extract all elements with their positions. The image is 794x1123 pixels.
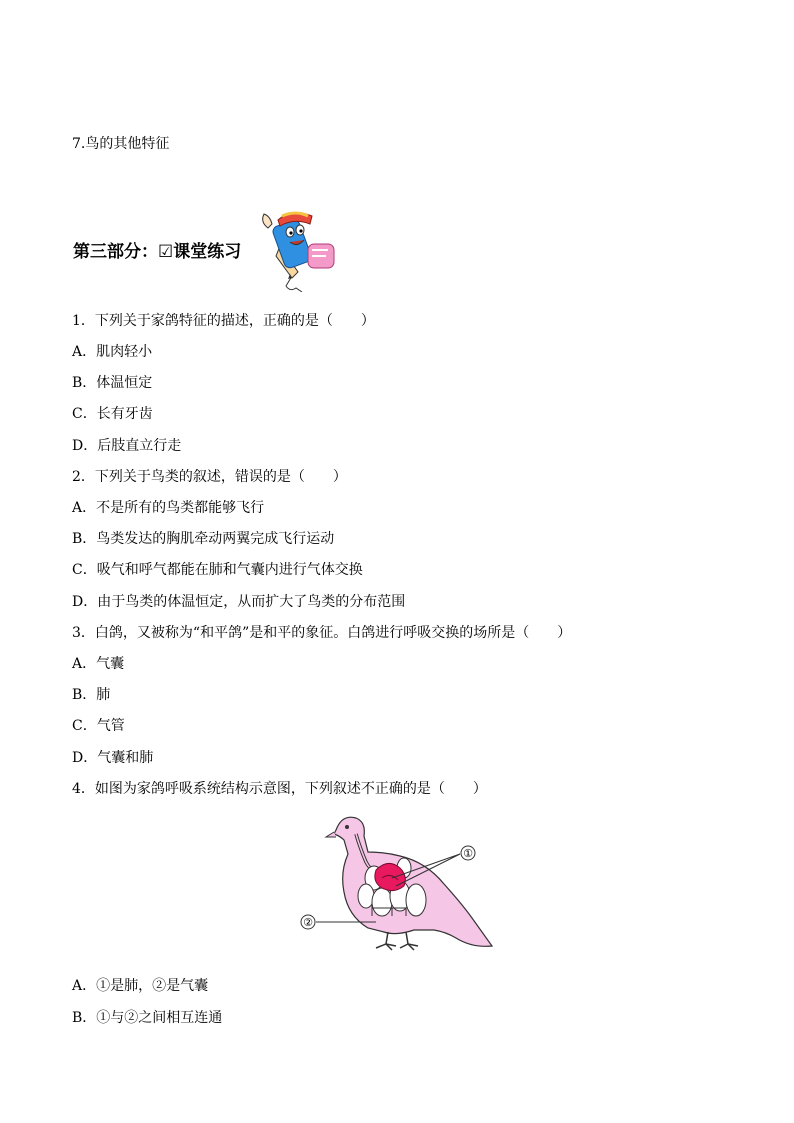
- question-3-stem: 3．白鸽，又被称为“和平鸽”是和平的象征。白鸽进行呼吸交换的场所是（ ）: [72, 625, 572, 641]
- section-heading: 第三部分：☑课堂练习: [73, 242, 242, 262]
- question-1-option-c: C．长有牙齿: [72, 406, 153, 422]
- question-3-option-b: B．肺: [72, 687, 111, 703]
- question-1-option-d: D．后肢直立行走: [72, 438, 182, 454]
- question-4-option-b: B．①与②之间相互连通: [72, 1010, 223, 1026]
- question-1-option-b: B．体温恒定: [72, 375, 153, 391]
- question-2-option-d: D．由于鸟类的体温恒定，从而扩大了鸟类的分布范围: [72, 594, 406, 610]
- question-1-stem: 1．下列关于家鸽特征的描述，正确的是（ ）: [72, 313, 375, 329]
- pencil-mascot-icon: [256, 208, 342, 292]
- question-3-option-d: D．气囊和肺: [72, 750, 154, 766]
- previous-item-text: 7.鸟的其他特征: [72, 136, 170, 152]
- question-2-option-a: A．不是所有的鸟类都能够飞行: [72, 500, 265, 516]
- question-1-option-a: A．肌肉轻小: [72, 344, 153, 360]
- question-2-option-c: C．吸气和呼气都能在肺和气囊内进行气体交换: [72, 562, 363, 578]
- question-2-option-b: B．鸟类发达的胸肌牵动两翼完成飞行运动: [72, 531, 335, 547]
- question-2-stem: 2．下列关于鸟类的叙述，错误的是（ ）: [72, 469, 347, 485]
- question-3-option-c: C．气管: [72, 718, 125, 734]
- figure-label-1: ①: [463, 847, 473, 860]
- question-3-option-a: A．气囊: [72, 656, 125, 672]
- question-4-option-a: A．①是肺，②是气囊: [72, 978, 209, 994]
- pigeon-respiratory-diagram: [296, 812, 500, 960]
- question-4-stem: 4．如图为家鸽呼吸系统结构示意图，下列叙述不正确的是（ ）: [72, 781, 487, 797]
- figure-label-2: ②: [303, 916, 313, 929]
